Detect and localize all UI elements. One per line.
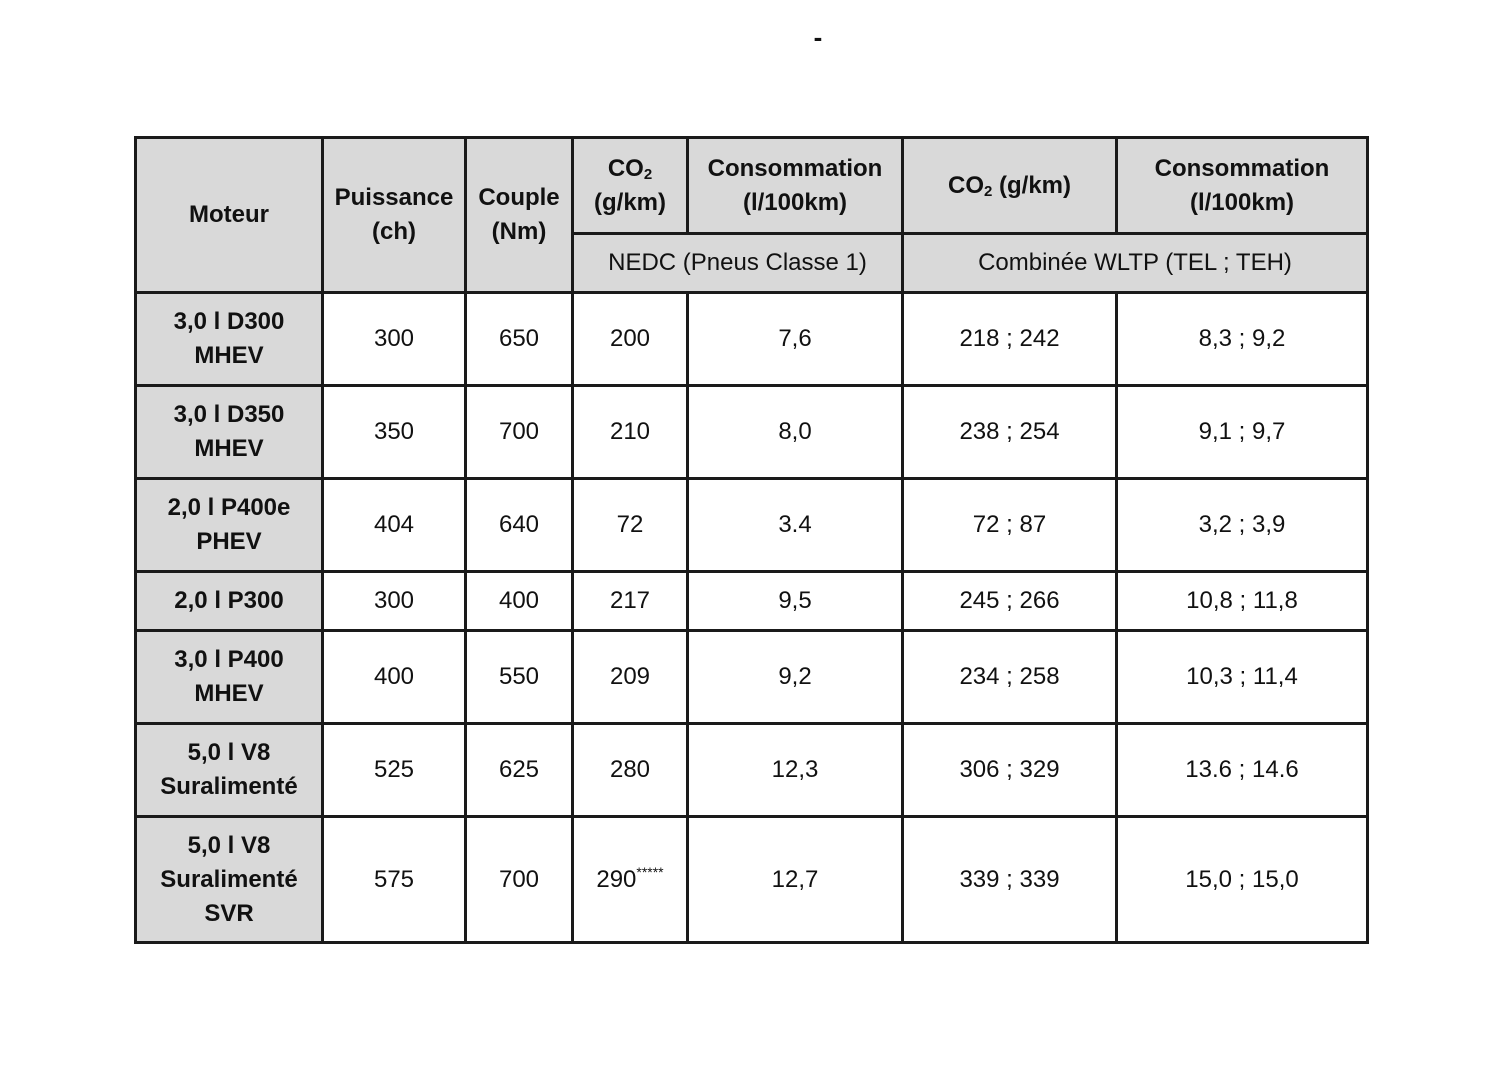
wltp-co2-cell: 218 ; 242	[903, 293, 1117, 386]
header-nedc-co2-subscript: 2	[643, 165, 653, 183]
engine-spec-table	[134, 136, 1369, 944]
header-couple-line-2: (Nm)	[491, 218, 547, 245]
engine-cell	[136, 572, 323, 631]
couple-cell: 625	[466, 724, 573, 817]
engine-cell	[136, 479, 323, 572]
couple-cell: 650	[466, 293, 573, 386]
wltp-conso-cell: 15,0 ; 15,0	[1117, 817, 1368, 943]
nedc-conso-cell: 3.4	[688, 479, 903, 572]
header-wltp-conso	[1117, 138, 1368, 234]
nedc-co2-cell	[573, 817, 688, 943]
table-row	[136, 293, 1368, 386]
wltp-conso-cell: 13.6 ; 14.6	[1117, 724, 1368, 817]
couple-cell: 700	[466, 817, 573, 943]
nedc-co2-cell: 200	[573, 293, 688, 386]
puissance-cell: 350	[323, 386, 466, 479]
engine-name-line: Suralimenté	[160, 773, 298, 800]
puissance-cell: 300	[323, 572, 466, 631]
engine-cell	[136, 386, 323, 479]
couple-cell: 400	[466, 572, 573, 631]
header-moteur-label: Moteur	[189, 201, 269, 228]
header-nedc-co2-line-2: (g/km)	[594, 188, 666, 216]
puissance-cell: 404	[323, 479, 466, 572]
nedc-co2-cell: 217	[573, 572, 688, 631]
nedc-co2-value: 290	[596, 865, 637, 893]
engine-name-line: MHEV	[194, 435, 264, 462]
header-wltp-co2-symbol: CO	[947, 171, 984, 199]
puissance-cell: 575	[323, 817, 466, 943]
wltp-co2-cell: 306 ; 329	[903, 724, 1117, 817]
header-nedc-group: NEDC (Pneus Classe 1)	[573, 234, 903, 293]
engine-name-line: 2,0 l P400e	[167, 494, 291, 521]
nedc-co2-cell: 280	[573, 724, 688, 817]
engine-name-line: Suralimenté	[160, 865, 298, 893]
couple-cell: 700	[466, 386, 573, 479]
footnote-marker: *****	[636, 863, 664, 880]
header-wltp-co2-unit: (g/km)	[992, 171, 1071, 199]
engine-name-line: 5,0 l V8	[187, 831, 271, 859]
header-wltp-conso-line-2: (l/100km)	[1189, 188, 1295, 216]
engine-name-line: 3,0 l P400	[174, 646, 284, 673]
header-couple	[466, 138, 573, 293]
engine-cell	[136, 293, 323, 386]
table-row	[136, 724, 1368, 817]
nedc-conso-cell: 8,0	[688, 386, 903, 479]
puissance-cell: 525	[323, 724, 466, 817]
header-puissance-line-1: Puissance	[334, 184, 454, 211]
header-wltp-co2	[903, 138, 1117, 234]
nedc-conso-cell: 9,2	[688, 631, 903, 724]
header-row	[136, 138, 1368, 234]
engine-name-line: 2,0 l P300	[174, 587, 284, 614]
header-moteur	[136, 138, 323, 293]
table-row	[136, 817, 1368, 943]
header-wltp-group: Combinée WLTP (TEL ; TEH)	[903, 234, 1368, 293]
engine-name-line: MHEV	[194, 680, 264, 707]
engine-name-line: PHEV	[196, 528, 262, 555]
table-row	[136, 386, 1368, 479]
couple-cell: 640	[466, 479, 573, 572]
page-mark: -	[813, 22, 823, 52]
wltp-conso-cell: 10,8 ; 11,8	[1117, 572, 1368, 631]
engine-name-line: 3,0 l D300	[173, 308, 285, 335]
engine-name-line: MHEV	[194, 342, 264, 369]
header-puissance-line-2: (ch)	[372, 218, 416, 245]
header-nedc-co2	[573, 138, 688, 234]
header-puissance	[323, 138, 466, 293]
engine-name-line: 3,0 l D350	[173, 401, 285, 428]
wltp-co2-cell: 339 ; 339	[903, 817, 1117, 943]
header-nedc-conso-line-2: (l/100km)	[742, 188, 848, 216]
wltp-co2-cell: 245 ; 266	[903, 572, 1117, 631]
wltp-conso-cell: 10,3 ; 11,4	[1117, 631, 1368, 724]
nedc-co2-cell: 72	[573, 479, 688, 572]
header-wltp-conso-line-1: Consommation	[1154, 154, 1330, 182]
nedc-conso-cell: 12,7	[688, 817, 903, 943]
header-nedc-co2-symbol: CO	[607, 154, 644, 182]
puissance-cell: 400	[323, 631, 466, 724]
wltp-conso-cell: 8,3 ; 9,2	[1117, 293, 1368, 386]
couple-cell: 550	[466, 631, 573, 724]
nedc-conso-cell: 12,3	[688, 724, 903, 817]
nedc-co2-cell: 209	[573, 631, 688, 724]
wltp-co2-cell: 234 ; 258	[903, 631, 1117, 724]
engine-cell	[136, 631, 323, 724]
wltp-conso-cell: 3,2 ; 3,9	[1117, 479, 1368, 572]
header-nedc-conso	[688, 138, 903, 234]
table-row	[136, 572, 1368, 631]
table-row	[136, 479, 1368, 572]
puissance-cell: 300	[323, 293, 466, 386]
wltp-co2-cell: 238 ; 254	[903, 386, 1117, 479]
engine-name-line: SVR	[204, 899, 254, 927]
table-row	[136, 631, 1368, 724]
engine-cell	[136, 817, 323, 943]
nedc-conso-cell: 7,6	[688, 293, 903, 386]
engine-name-line: 5,0 l V8	[187, 739, 271, 766]
nedc-co2-cell: 210	[573, 386, 688, 479]
engine-cell	[136, 724, 323, 817]
nedc-conso-cell: 9,5	[688, 572, 903, 631]
wltp-conso-cell: 9,1 ; 9,7	[1117, 386, 1368, 479]
header-nedc-conso-line-1: Consommation	[707, 154, 883, 182]
header-wltp-co2-subscript: 2	[983, 182, 993, 200]
header-couple-line-1: Couple	[478, 184, 560, 211]
header-nedc-co2-line-1	[578, 152, 682, 186]
wltp-co2-cell: 72 ; 87	[903, 479, 1117, 572]
